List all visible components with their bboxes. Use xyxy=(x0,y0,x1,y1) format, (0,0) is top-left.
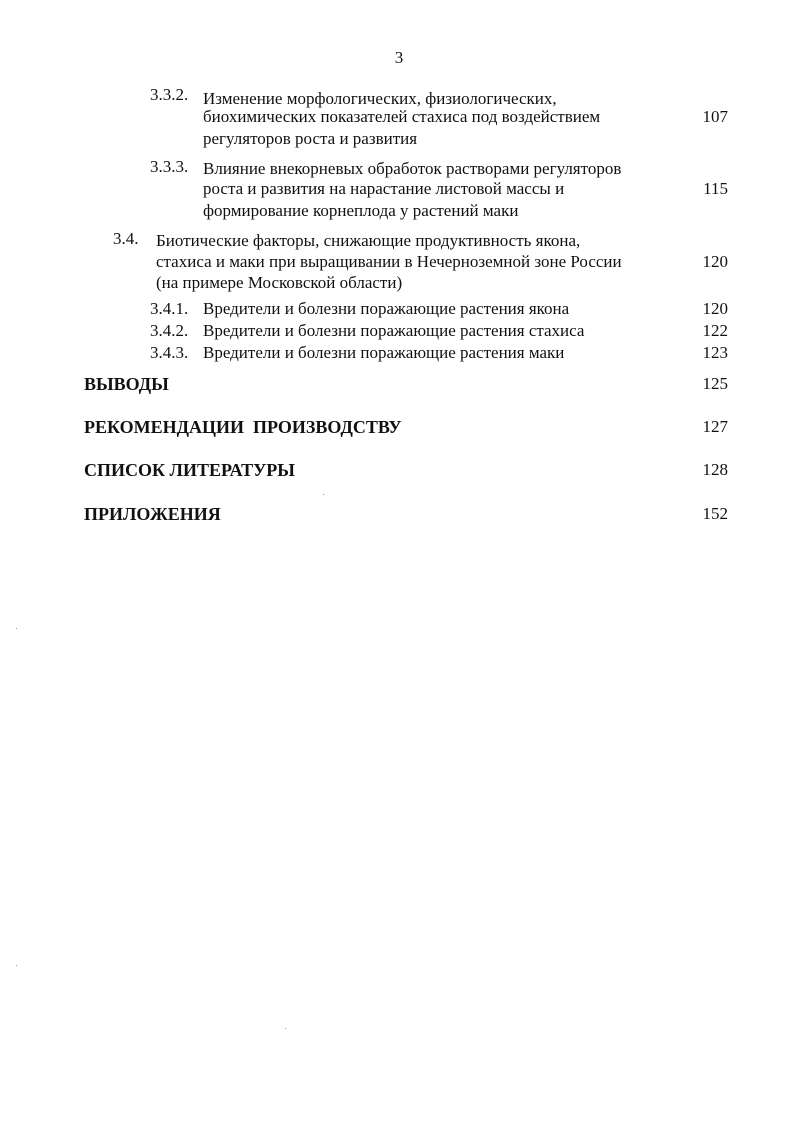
scan-speck xyxy=(16,628,17,629)
toc-entry-line: стахиса и маки при выращивании в Нечерноземной зоне России xyxy=(156,252,622,271)
toc-entry-line: роста и развития на нарастание листовой массы и xyxy=(203,179,565,198)
toc-entry-page: 120 xyxy=(702,299,728,318)
toc-entry-recommendations[interactable] xyxy=(84,416,728,440)
toc-entry-vyvody[interactable] xyxy=(84,373,728,397)
toc-entry-page: 125 xyxy=(702,374,728,393)
page-number: 3 xyxy=(394,48,404,67)
toc-entry-line: регуляторов роста и развития xyxy=(203,129,418,148)
toc-entry-number: 3.4.2. xyxy=(150,321,189,340)
toc-entry-page: 122 xyxy=(702,321,728,340)
toc-entry-literature[interactable] xyxy=(84,459,728,483)
scan-speck xyxy=(285,1028,286,1029)
toc-entry-number: 3.4.3. xyxy=(150,343,189,362)
toc-entry-number: 3.4. xyxy=(113,229,139,248)
toc-entry-page: 128 xyxy=(702,460,728,479)
toc-entry-appendices[interactable] xyxy=(84,503,728,527)
toc-entry-3-4-1[interactable] xyxy=(150,298,728,320)
toc-entry-line: биохимических показателей стахиса под воздействием xyxy=(203,107,601,126)
toc-entry-line: (на примере Московской области) xyxy=(156,273,403,292)
toc-entry-line: Биотические факторы, снижающие продуктивность якона, xyxy=(156,231,581,250)
toc-entry-number: 3.3.2. xyxy=(150,85,189,104)
toc-entry-3-4-3[interactable] xyxy=(150,342,728,364)
toc-entry-3-3-2[interactable] xyxy=(150,84,728,154)
toc-entry-3-4-2[interactable] xyxy=(150,320,728,342)
toc-entry-page: 127 xyxy=(702,417,728,436)
toc-entry-number: 3.3.3. xyxy=(150,157,189,176)
toc-entry-3-4[interactable] xyxy=(113,228,728,298)
toc-entry-title: РЕКОМЕНДАЦИИ ПРОИЗВОДСТВУ xyxy=(84,417,402,437)
scan-speck xyxy=(323,494,324,495)
toc-entry-line: Влияние внекорневых обработок растворами регуляторов xyxy=(203,159,622,178)
toc-entry-page: 115 xyxy=(703,179,728,198)
toc-entry-page: 123 xyxy=(702,343,728,362)
scan-speck xyxy=(16,965,17,966)
toc-entry-line: формирование корнеплода у растений маки xyxy=(203,201,519,220)
toc-entry-number: 3.4.1. xyxy=(150,299,189,318)
toc-entry-title: Вредители и болезни поражающие растения стахиса xyxy=(203,321,585,340)
toc-entry-3-3-3[interactable] xyxy=(150,156,728,226)
toc-entry-page: 120 xyxy=(702,252,728,271)
toc-entry-title: Вредители и болезни поражающие растения маки xyxy=(203,343,565,362)
toc-entry-line: Изменение морфологических, физиологических, xyxy=(203,89,557,108)
toc-entry-title: СПИСОК ЛИТЕРАТУРЫ xyxy=(84,460,295,480)
toc-entry-title: ПРИЛОЖЕНИЯ xyxy=(84,504,221,524)
toc-entry-title: ВЫВОДЫ xyxy=(84,374,169,394)
toc-entry-page: 107 xyxy=(702,107,728,126)
toc-entry-title: Вредители и болезни поражающие растения якона xyxy=(203,299,570,318)
toc-entry-page: 152 xyxy=(702,504,728,523)
